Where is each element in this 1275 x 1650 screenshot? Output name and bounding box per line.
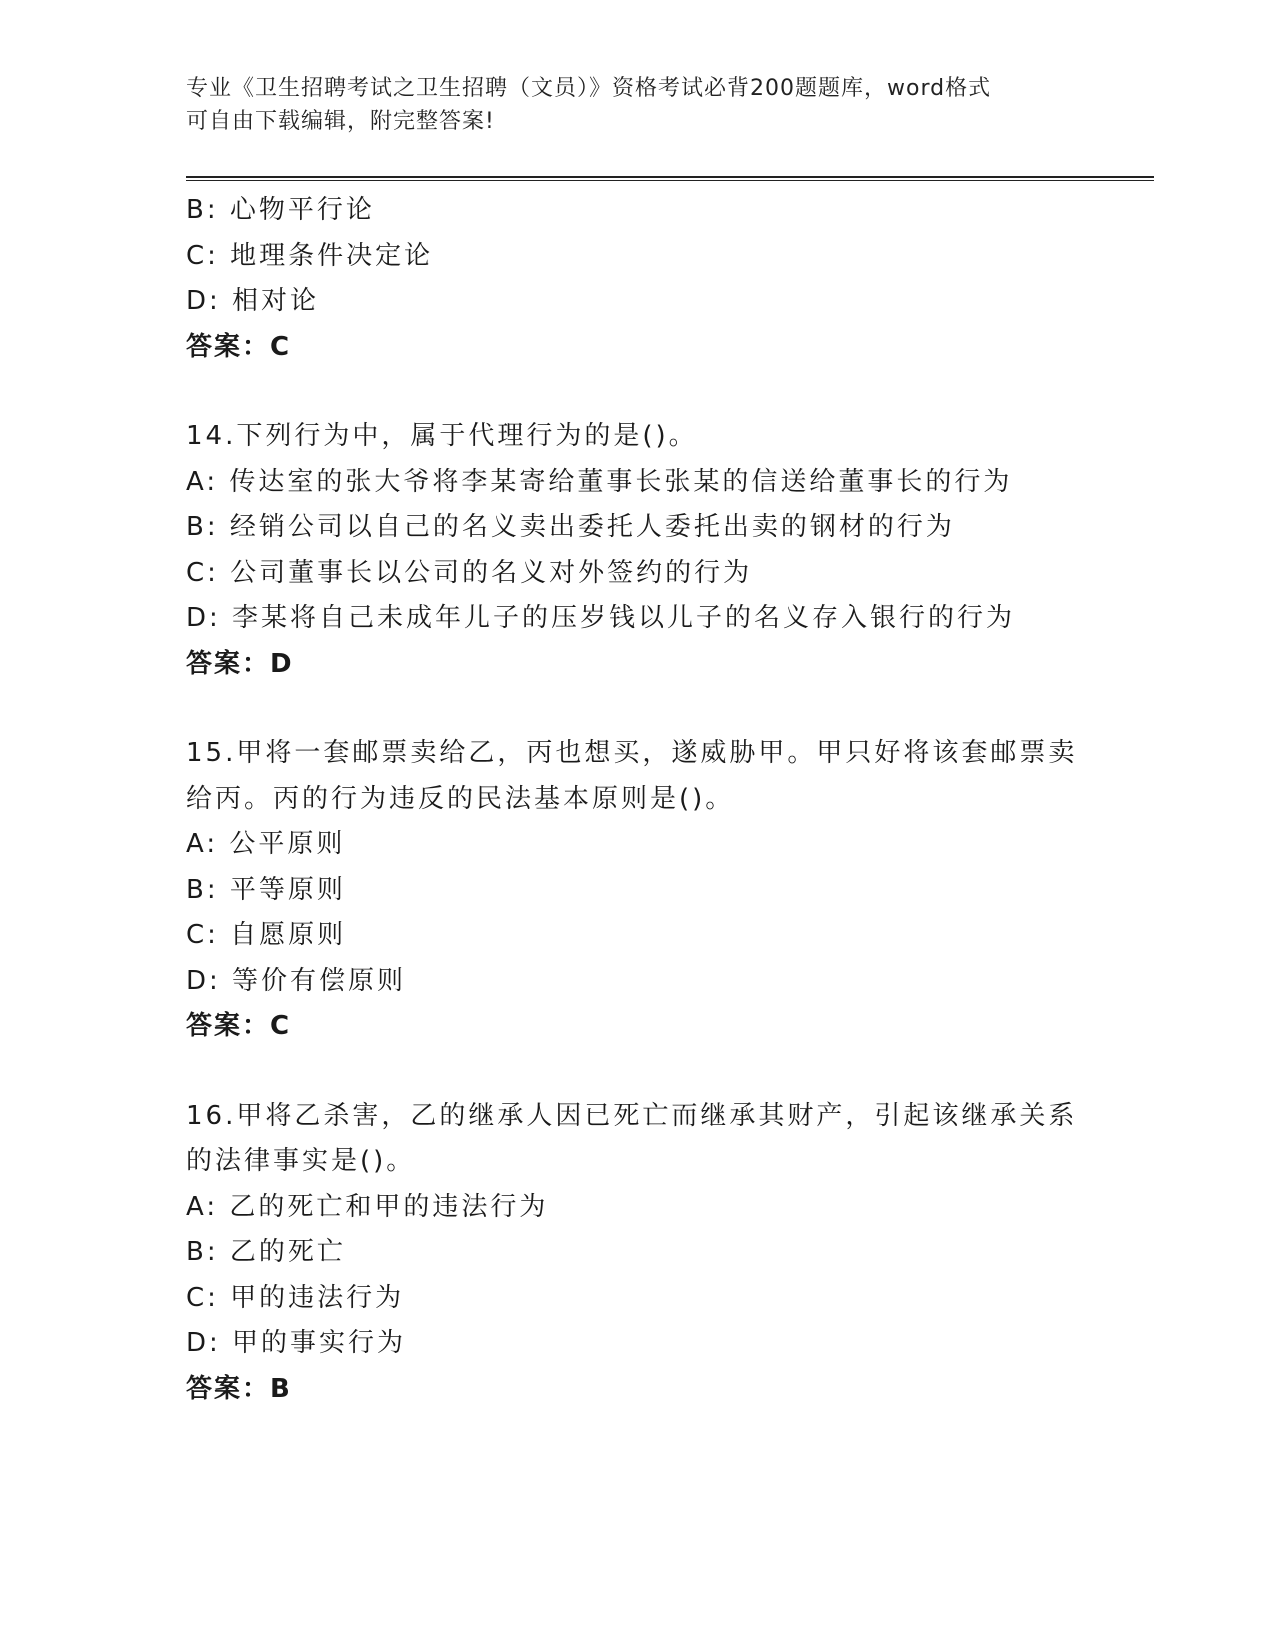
option-c: C: 公司董事长以公司的名义对外签约的行为: [186, 557, 753, 588]
spacer: [186, 687, 1146, 731]
option-d: D: 李某将自己未成年儿子的压岁钱以儿子的名义存入银行的行为: [186, 603, 1016, 633]
option-b: B: 心物平行论: [186, 195, 375, 225]
answer: 答案：B: [186, 1373, 292, 1404]
header-divider: [186, 176, 1154, 181]
question-stem: 14.下列行为中，属于代理行为的是()。: [186, 421, 698, 451]
question-16: [186, 1094, 1146, 1413]
question-14: [186, 414, 1146, 687]
question-stem-continued: 给丙。丙的行为违反的民法基本原则是()。: [186, 783, 735, 814]
question-list: [186, 188, 1146, 1412]
question-15: [186, 731, 1146, 1050]
option-a: A: 乙的死亡和甲的违法行为: [186, 1191, 549, 1222]
option-a: A: 公平原则: [186, 829, 346, 859]
header-title-line-2: 可自由下载编辑，附完整答案!: [186, 109, 495, 134]
question-stem: 15.甲将一套邮票卖给乙，丙也想买，遂威胁甲。甲只好将该套邮票卖: [186, 738, 1078, 768]
option-b: B: 经销公司以自己的名义卖出委托人委托出卖的钢材的行为: [186, 512, 955, 542]
option-c: C: 地理条件决定论: [186, 240, 434, 271]
answer: 答案：C: [186, 331, 292, 362]
option-c: C: 自愿原则: [186, 920, 347, 950]
spacer: [186, 370, 1146, 414]
answer: 答案：D: [186, 648, 294, 679]
option-a: A: 传达室的张大爷将李某寄给董事长张某的信送给董事长的行为: [186, 466, 1013, 497]
answer: 答案：C: [186, 1011, 292, 1041]
question-stem-continued: 的法律事实是()。: [186, 1146, 416, 1176]
question-13-continued: [186, 188, 1146, 370]
option-b: B: 平等原则: [186, 874, 346, 905]
option-b: B: 乙的死亡: [186, 1237, 346, 1267]
question-stem: 16.甲将乙杀害，乙的继承人因已死亡而继承其财产，引起该继承关系: [186, 1100, 1078, 1131]
option-d: D: 相对论: [186, 286, 320, 316]
header-title-line-1: 专业《卫生招聘考试之卫生招聘（文员）》资格考试必背200题题库，word格式: [186, 76, 992, 101]
page-header: [186, 72, 1066, 138]
option-d: D: 等价有偿原则: [186, 965, 407, 996]
option-c: C: 甲的违法行为: [186, 1282, 405, 1313]
spacer: [186, 1050, 1146, 1094]
option-d: D: 甲的事实行为: [186, 1328, 407, 1358]
